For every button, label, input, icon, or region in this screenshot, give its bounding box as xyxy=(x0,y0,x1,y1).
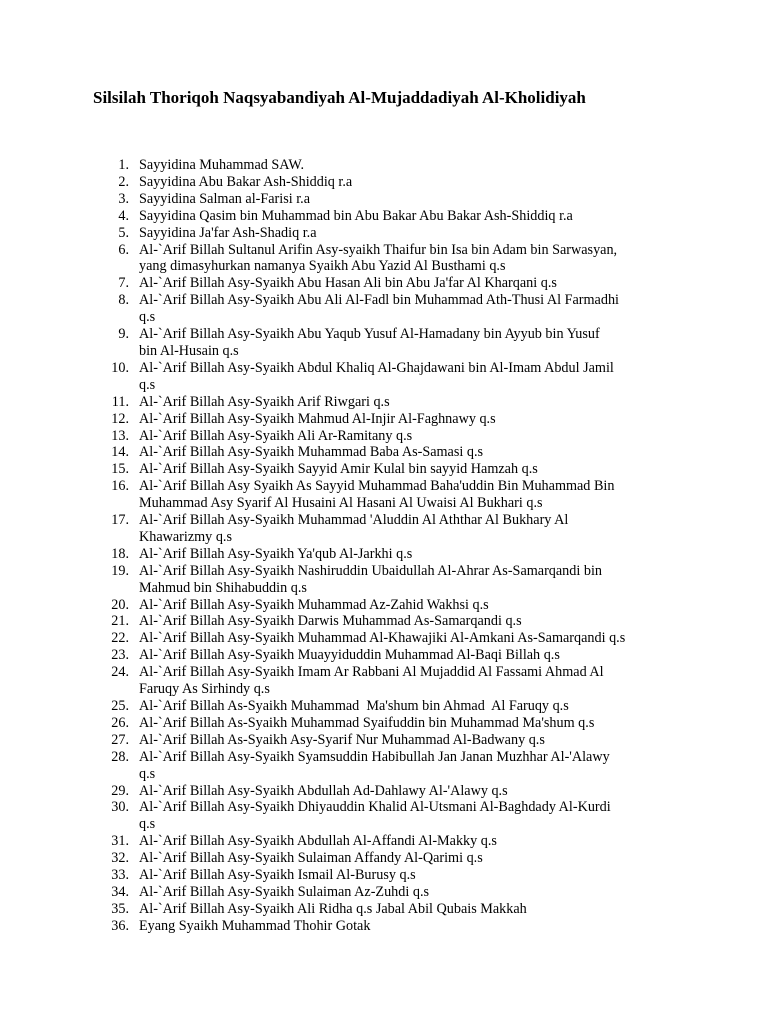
list-item xyxy=(0,191,700,208)
list-item-number: 1. xyxy=(118,157,129,173)
list-item-text: Al-`Arif Billah Asy-Syaikh Sulaiman Az-Zuhdi q.s xyxy=(139,883,430,900)
list-item-number: 22. xyxy=(111,630,129,647)
list-item-number: 31. xyxy=(111,833,129,850)
list-item-text: Al-`Arif Billah Asy-Syaikh Sayyid Amir Kulal bin sayyid Hamzah q.s xyxy=(139,461,538,478)
list-item xyxy=(0,275,700,292)
list-item-text: Al-`Arif Billah Asy Syaikh As Sayyid Muhammad Baha'uddin Bin Muhammad Bin Muhammad Asy Syarif Al Husaini Al Hasani Al Uwaisi Al Bukhari q.s xyxy=(139,478,615,512)
list-item xyxy=(0,546,700,563)
list-item xyxy=(0,698,700,715)
list-item-number: 33. xyxy=(111,867,129,884)
list-item-number: 12. xyxy=(111,410,129,427)
list-item-number: 10. xyxy=(111,359,129,376)
list-item-number: 21. xyxy=(111,613,129,630)
list-item-number: 2. xyxy=(118,173,129,190)
list-item-text: Al-`Arif Billah Asy-Syaikh Abdul Khaliq Al-Ghajdawani bin Al-Imam Abdul Jamil q.s xyxy=(139,359,614,393)
document-title: Silsilah Thoriqoh Naqsyabandiyah Al-Mujaddadiyah Al-Kholidiyah xyxy=(93,88,586,107)
list-item-number: 26. xyxy=(111,714,129,731)
list-item xyxy=(0,783,700,800)
list-item-number: 19. xyxy=(111,562,129,579)
list-item xyxy=(0,242,700,276)
list-item xyxy=(0,664,700,698)
list-item-text: Al-`Arif Billah Asy-Syaikh Muhammad Az-Zahid Wakhsi q.s xyxy=(139,596,489,613)
list-item-text: Al-`Arif Billah Asy-Syaikh Nashiruddin Ubaidullah Al-Ahrar As-Samarqandi bin Mahmud bin Shihabuddin q.s xyxy=(139,562,602,596)
list-item xyxy=(0,901,700,918)
list-item xyxy=(0,444,700,461)
list-item-text: Al-`Arif Billah Asy-Syaikh Abu Hasan Ali bin Abu Ja'far Al Kharqani q.s xyxy=(139,275,557,292)
list-item-text: Al-`Arif Billah Asy-Syaikh Syamsuddin Habibullah Jan Janan Muzhhar Al-'Alawy q.s xyxy=(139,748,610,782)
list-item-text: Al-`Arif Billah Asy-Syaikh Ali Ridha q.s Jabal Abil Qubais Makkah xyxy=(139,900,527,917)
list-item xyxy=(0,799,700,833)
list-item xyxy=(0,613,700,630)
list-item-text: Sayyidina Muhammad SAW. xyxy=(139,157,305,173)
list-item xyxy=(0,749,700,783)
list-item-number: 36. xyxy=(111,917,129,934)
list-item-text: Al-`Arif Billah Asy-Syaikh Arif Riwgari q.s xyxy=(139,393,390,410)
list-item xyxy=(0,428,700,445)
list-item xyxy=(0,478,700,512)
list-item xyxy=(0,630,700,647)
list-item-text: Al-`Arif Billah Sultanul Arifin Asy-syaikh Thaifur bin Isa bin Adam bin Sarwasyan, yang dimasyhurkan namanya Syaikh Abu Yazid Al Busthami q.s xyxy=(139,241,618,275)
list-item-text: Al-`Arif Billah Asy-Syaikh Ali Ar-Ramitany q.s xyxy=(139,427,413,444)
list-item-number: 25. xyxy=(111,698,129,714)
list-item xyxy=(0,360,700,394)
list-item-number: 17. xyxy=(111,512,129,529)
list-item xyxy=(0,411,700,428)
list-item-number: 11. xyxy=(111,393,129,410)
list-item-text: Al-`Arif Billah Asy-Syaikh Muhammad Al-Khawajiki Al-Amkani As-Samarqandi q.s xyxy=(139,630,626,647)
list-item-text: Al-`Arif Billah As-Syaikh Muhammad Ma'shum bin Ahmad Al Faruqy q.s xyxy=(139,698,569,714)
list-item-text: Al-`Arif Billah Asy-Syaikh Imam Ar Rabbani Al Mujaddid Al Fassami Ahmad Al Faruqy As Sirhindy q.s xyxy=(139,664,604,698)
list-item-number: 27. xyxy=(111,731,129,748)
list-item xyxy=(0,461,700,478)
list-item xyxy=(0,833,700,850)
list-item xyxy=(0,208,700,225)
list-item-text: Al-`Arif Billah Asy-Syaikh Ismail Al-Burusy q.s xyxy=(139,867,416,884)
list-item-number: 28. xyxy=(111,748,129,765)
list-item-text: Al-`Arif Billah Asy-Syaikh Darwis Muhammad As-Samarqandi q.s xyxy=(139,613,522,630)
list-item-text: Sayyidina Abu Bakar Ash-Shiddiq r.a xyxy=(139,173,353,190)
list-item xyxy=(0,512,700,546)
list-item-text: Al-`Arif Billah Asy-Syaikh Ya'qub Al-Jarkhi q.s xyxy=(139,545,413,562)
list-item xyxy=(0,884,700,901)
list-item xyxy=(0,850,700,867)
list-item-number: 35. xyxy=(111,900,129,917)
list-item-number: 5. xyxy=(118,224,129,241)
list-item-number: 29. xyxy=(111,782,129,799)
list-item xyxy=(0,292,700,326)
list-item-number: 23. xyxy=(111,647,129,664)
list-item-number: 32. xyxy=(111,850,129,867)
list-item-text: Al-`Arif Billah As-Syaikh Muhammad Syaifuddin bin Muhammad Ma'shum q.s xyxy=(139,714,595,731)
list-item-text: Al-`Arif Billah As-Syaikh Asy-Syarif Nur Muhammad Al-Badwany q.s xyxy=(139,731,545,748)
list-item-number: 13. xyxy=(111,427,129,444)
list-item-number: 16. xyxy=(111,478,129,495)
list-item-number: 24. xyxy=(111,664,129,681)
list-item-number: 34. xyxy=(111,883,129,900)
list-item-number: 7. xyxy=(118,275,129,292)
list-item-number: 20. xyxy=(111,596,129,613)
list-item-text: Al-`Arif Billah Asy-Syaikh Muayyiduddin Muhammad Al-Baqi Billah q.s xyxy=(139,647,560,664)
list-item xyxy=(0,174,700,191)
list-item-text: Sayyidina Qasim bin Muhammad bin Abu Bakar Abu Bakar Ash-Shiddiq r.a xyxy=(139,207,573,224)
list-item-text: Al-`Arif Billah Asy-Syaikh Sulaiman Affandy Al-Qarimi q.s xyxy=(139,850,483,867)
list-item-text: Eyang Syaikh Muhammad Thohir Gotak xyxy=(139,917,371,934)
list-item-text: Al-`Arif Billah Asy-Syaikh Mahmud Al-Injir Al-Faghnawy q.s xyxy=(139,410,496,427)
list-item-text: Sayyidina Ja'far Ash-Shadiq r.a xyxy=(139,224,317,241)
list-item-number: 14. xyxy=(111,444,129,461)
list-item-text: Al-`Arif Billah Asy-Syaikh Abdullah Ad-Dahlawy Al-'Alawy q.s xyxy=(139,782,508,799)
list-item-text: Al-`Arif Billah Asy-Syaikh Muhammad Baba As-Samasi q.s xyxy=(139,444,484,461)
list-item-text: Al-`Arif Billah Asy-Syaikh Abdullah Al-Affandi Al-Makky q.s xyxy=(139,833,497,850)
list-item xyxy=(0,563,700,597)
list-item xyxy=(0,394,700,411)
list-item-text: Sayyidina Salman al-Farisi r.a xyxy=(139,190,311,207)
list-item-number: 6. xyxy=(118,241,129,258)
list-item xyxy=(0,918,700,935)
list-item xyxy=(0,157,700,174)
list-item-number: 9. xyxy=(118,326,129,343)
list-item xyxy=(0,597,700,614)
list-item-text: Al-`Arif Billah Asy-Syaikh Abu Ali Al-Fadl bin Muhammad Ath-Thusi Al Farmadhi q.s xyxy=(139,292,619,326)
list-item-number: 3. xyxy=(118,190,129,207)
list-item xyxy=(0,326,700,360)
list-item xyxy=(0,715,700,732)
lineage-list xyxy=(0,157,700,935)
list-item xyxy=(0,732,700,749)
list-item-number: 15. xyxy=(111,461,129,478)
list-item-text: Al-`Arif Billah Asy-Syaikh Dhiyauddin Khalid Al-Utsmani Al-Baghdady Al-Kurdi q.s xyxy=(139,799,611,833)
list-item xyxy=(0,647,700,664)
list-item-number: 30. xyxy=(111,799,129,816)
list-item-number: 18. xyxy=(111,545,129,562)
list-item xyxy=(0,225,700,242)
list-item-text: Al-`Arif Billah Asy-Syaikh Abu Yaqub Yusuf Al-Hamadany bin Ayyub bin Yusuf bin Al-Husain q.s xyxy=(139,326,600,359)
list-item-number: 4. xyxy=(118,207,129,224)
list-item-number: 8. xyxy=(118,292,129,309)
list-item xyxy=(0,867,700,884)
list-item-text: Al-`Arif Billah Asy-Syaikh Muhammad 'Aluddin Al Aththar Al Bukhary Al Khawarizmy q.s xyxy=(139,512,569,545)
